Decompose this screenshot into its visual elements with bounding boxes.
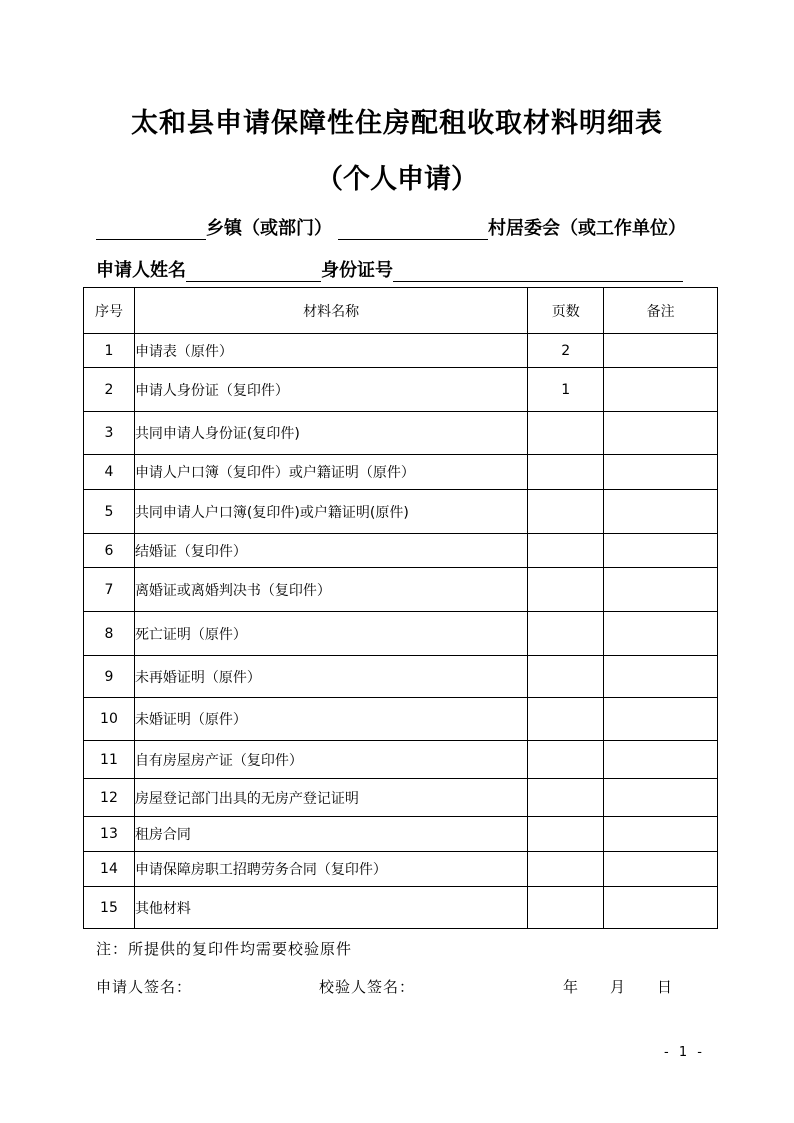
table-row [84,568,718,612]
org-line [96,210,686,240]
table-row [84,534,718,568]
page-count[interactable] [528,568,604,612]
page-count[interactable] [528,852,604,887]
remark-cell[interactable] [604,534,718,568]
page-count[interactable] [528,490,604,534]
document-title: 太和县申请保障性住房配租收取材料明细表 [131,108,663,139]
row-number: 7 [84,568,135,612]
remark-cell[interactable] [604,656,718,698]
remark-cell[interactable] [604,412,718,455]
page-count[interactable] [528,817,604,852]
page-count: 1 [528,368,604,412]
remark-cell[interactable] [604,779,718,817]
material-name: 申请保障房职工招聘劳务合同（复印件） [134,852,527,887]
page-count[interactable] [528,412,604,455]
table-row [84,887,718,929]
row-number: 11 [84,741,135,779]
header-remark: 备注 [604,288,718,334]
row-number: 10 [84,698,135,741]
row-number: 3 [84,412,135,455]
material-name: 房屋登记部门出具的无房产登记证明 [134,779,527,817]
page-count[interactable] [528,779,604,817]
material-name: 未再婚证明（原件） [134,656,527,698]
remark-cell[interactable] [604,887,718,929]
remark-cell[interactable] [604,741,718,779]
material-name: 死亡证明（原件） [134,612,527,656]
page-count[interactable] [528,656,604,698]
village-blank[interactable] [338,217,488,240]
materials-table [83,287,718,929]
date-month-label: 月 [610,978,627,996]
row-number: 14 [84,852,135,887]
remark-cell[interactable] [604,368,718,412]
page-count[interactable] [528,741,604,779]
township-blank[interactable] [96,217,206,240]
applicant-signature-label: 申请人签名： [96,978,193,996]
id-number-label: 身份证号 [321,260,393,281]
material-name: 申请人身份证（复印件） [134,368,527,412]
table-row [84,455,718,490]
table-row [84,490,718,534]
material-name: 自有房屋房产证（复印件） [134,741,527,779]
material-name: 结婚证（复印件） [134,534,527,568]
row-number: 13 [84,817,135,852]
footnote: 注：所提供的复印件均需要校验原件 [96,940,353,958]
row-number: 1 [84,334,135,368]
page-count[interactable] [528,887,604,929]
date-day-label: 日 [657,978,674,996]
remark-cell[interactable] [604,568,718,612]
table-row [84,334,718,368]
row-number: 12 [84,779,135,817]
table-header-row [84,288,718,334]
applicant-line [96,252,683,282]
date-year-label: 年 [563,978,580,996]
remark-cell[interactable] [604,612,718,656]
header-pages: 页数 [528,288,604,334]
village-label: 村居委会（或工作单位） [488,218,686,239]
row-number: 15 [84,887,135,929]
applicant-name-label: 申请人姓名 [96,260,186,281]
material-name: 未婚证明（原件） [134,698,527,741]
table-row [84,368,718,412]
material-name: 申请人户口簿（复印件）或户籍证明（原件） [134,455,527,490]
id-number-blank[interactable] [393,259,683,282]
remark-cell[interactable] [604,817,718,852]
verifier-signature-label: 校验人签名： [319,978,416,996]
material-name: 租房合同 [134,817,527,852]
table-row [84,656,718,698]
remark-cell[interactable] [604,698,718,741]
table-row [84,412,718,455]
row-number: 5 [84,490,135,534]
table-row [84,698,718,741]
table-row [84,852,718,887]
township-label: 乡镇（或部门） [206,218,332,239]
row-number: 9 [84,656,135,698]
header-serial: 序号 [84,288,135,334]
row-number: 8 [84,612,135,656]
remark-cell[interactable] [604,490,718,534]
material-name: 申请表（原件） [134,334,527,368]
table-row [84,817,718,852]
page-count[interactable] [528,612,604,656]
row-number: 2 [84,368,135,412]
material-name: 共同申请人户口簿(复印件)或户籍证明(原件) [134,490,527,534]
remark-cell[interactable] [604,334,718,368]
table-row [84,612,718,656]
page-count[interactable] [528,534,604,568]
table-row [84,779,718,817]
row-number: 6 [84,534,135,568]
page-count[interactable] [528,698,604,741]
material-name: 共同申请人身份证(复印件) [134,412,527,455]
remark-cell[interactable] [604,455,718,490]
page-count: 2 [528,334,604,368]
document-subtitle: （个人申请） [316,164,478,195]
table-row [84,741,718,779]
remark-cell[interactable] [604,852,718,887]
page-number: - 1 - [664,1045,705,1060]
row-number: 4 [84,455,135,490]
page-count[interactable] [528,455,604,490]
material-name: 离婚证或离婚判决书（复印件） [134,568,527,612]
header-material-name: 材料名称 [134,288,527,334]
applicant-name-blank[interactable] [186,259,321,282]
material-name: 其他材料 [134,887,527,929]
